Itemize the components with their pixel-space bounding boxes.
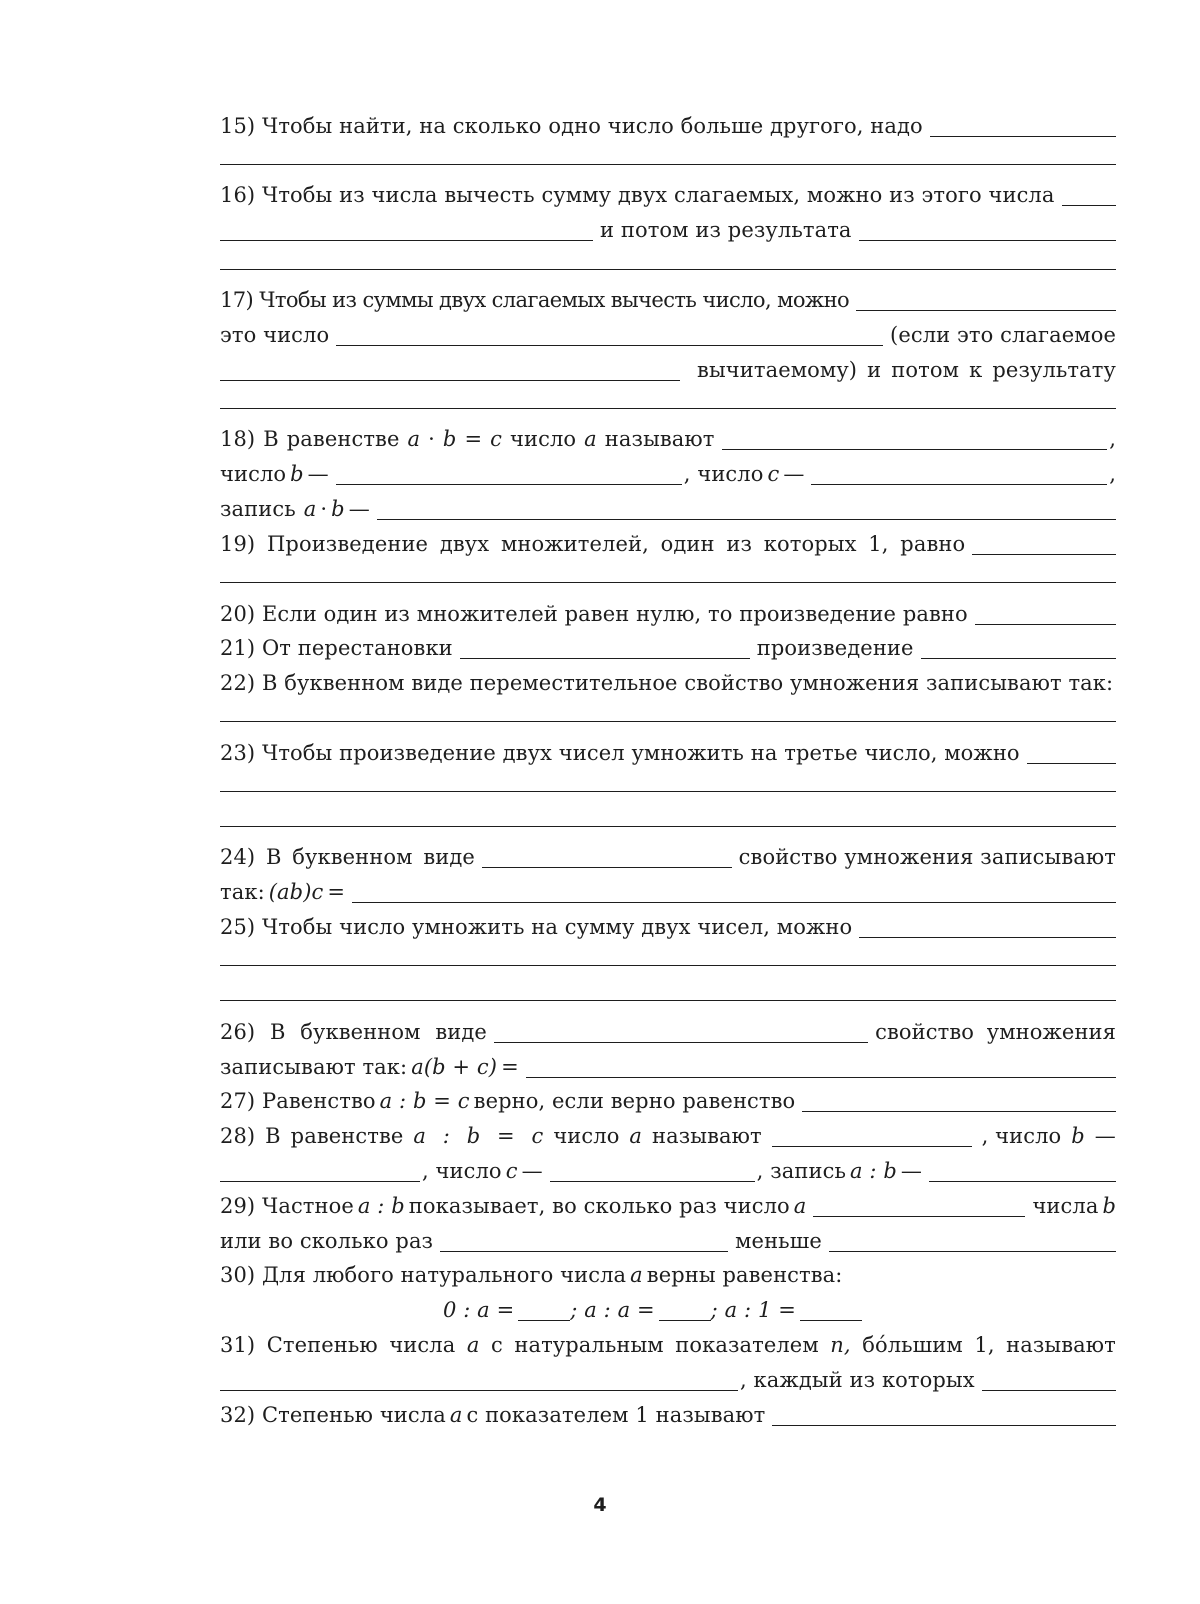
q29-line2-mid: меньше xyxy=(735,1229,822,1253)
q25-blank-3[interactable] xyxy=(220,1000,1116,1001)
q32-line1 xyxy=(220,1396,1116,1430)
q18-blank-4[interactable] xyxy=(377,519,1116,520)
q24-blank-2[interactable] xyxy=(352,902,1116,903)
q17-blank-3[interactable] xyxy=(220,380,680,381)
q22-line1 xyxy=(220,664,1116,698)
q30-eq2: ; a : a = xyxy=(570,1298,655,1322)
q31-line2-mid: , каждый из которых xyxy=(740,1368,975,1392)
q18-w1: В xyxy=(263,427,279,451)
q17-line3-w5: результату xyxy=(992,358,1116,382)
q31-line2 xyxy=(220,1361,1116,1395)
q18-comma-2: , xyxy=(1109,462,1116,486)
q18-line2 xyxy=(220,455,1116,489)
q24-line2-start: так: xyxy=(220,880,265,904)
q18-line3-var-a: a xyxy=(303,497,317,521)
q24-line2 xyxy=(220,873,1116,907)
q20-line1 xyxy=(220,595,1116,629)
q30-equations xyxy=(443,1291,943,1325)
q17-line2-start: это число xyxy=(220,323,330,347)
q17-blank-2[interactable] xyxy=(336,345,883,346)
q28-line2 xyxy=(220,1152,1116,1186)
q17-line3-w3: потом xyxy=(891,358,960,382)
q28-w2: равенстве xyxy=(290,1124,404,1148)
q16-blank-4[interactable] xyxy=(220,269,1116,270)
q19-blank-2[interactable] xyxy=(220,582,1116,583)
q18-w4: называют xyxy=(604,427,715,451)
q30-blank-1[interactable] xyxy=(518,1320,570,1321)
q18-eq: = xyxy=(464,427,483,451)
q17-text: 17) Чтобы из суммы двух слагаемых вычесть число, можно xyxy=(220,288,850,312)
q32-var-a: a xyxy=(449,1403,463,1427)
q17-line3-w4: к xyxy=(969,358,983,382)
q17-line1 xyxy=(220,281,1116,315)
q18-line2-d: c xyxy=(767,462,780,486)
q24-start: 24) В буквенном виде xyxy=(220,845,475,869)
q30-text: 30) Для любого натурального числа xyxy=(220,1263,627,1287)
q25-line1 xyxy=(220,908,1116,942)
q24-eq: = xyxy=(327,880,346,904)
q31-w6: показателем xyxy=(675,1333,819,1357)
q32-end: с показателем 1 называют xyxy=(466,1403,766,1427)
q31-w4: с xyxy=(490,1333,503,1357)
q21-blank-1[interactable] xyxy=(460,658,750,659)
q18-comma: , xyxy=(1109,427,1116,451)
q31-w7: бóльшим xyxy=(862,1333,963,1357)
q31-blank-2[interactable] xyxy=(982,1390,1116,1391)
q18-line2-a: число xyxy=(220,462,287,486)
q24-line1 xyxy=(220,838,1116,872)
q31-var-a: a xyxy=(466,1333,480,1357)
q29-expr: a : b xyxy=(357,1194,405,1218)
q24-end: свойство умножения записывают xyxy=(738,845,1116,869)
q18-line2-c: , число xyxy=(683,462,764,486)
q28-w5: , число xyxy=(981,1124,1062,1148)
q29-start: 29) Частное xyxy=(220,1194,354,1218)
q18-line1 xyxy=(220,420,1116,454)
q30-blank-2[interactable] xyxy=(659,1320,711,1321)
q28-line2-expr: a : b xyxy=(849,1159,897,1183)
q19-line1 xyxy=(220,525,1116,559)
q28-blank-2[interactable] xyxy=(220,1181,420,1182)
q15-blank-2[interactable] xyxy=(220,164,1116,165)
q29-var-b: b xyxy=(1102,1194,1116,1218)
q17-line2-end: (если это слагаемое xyxy=(890,323,1116,347)
q31-w8: 1, xyxy=(974,1333,995,1357)
q25-blank-1[interactable] xyxy=(859,937,1116,938)
q26-eq: = xyxy=(501,1055,519,1079)
q23-text: 23) Чтобы произведение двух чисел умножить на третье число, можно xyxy=(220,741,1020,765)
q27-line1 xyxy=(220,1082,1116,1116)
q26-blank-1[interactable] xyxy=(494,1042,868,1043)
q29-end: числа xyxy=(1032,1194,1099,1218)
q17-line3-w2: и xyxy=(867,358,882,382)
q29-mid: показывает, во сколько раз число xyxy=(408,1194,790,1218)
q19-text: 19) Произведение двух множителей, один из которых 1, равно xyxy=(220,532,966,556)
q31-w3: числа xyxy=(389,1333,456,1357)
q26-line1 xyxy=(220,1013,1116,1047)
q16-line2 xyxy=(220,211,1116,245)
q28-line1 xyxy=(220,1117,1116,1151)
q28-blank-3[interactable] xyxy=(550,1181,755,1182)
q27-start: 27) Равенство xyxy=(220,1089,376,1113)
q26-line2 xyxy=(220,1048,1116,1082)
q15-blank-1[interactable] xyxy=(930,136,1116,137)
q28-w4: называют xyxy=(651,1124,762,1148)
q31-w5: натуральным xyxy=(514,1333,664,1357)
q18-w2: равенстве xyxy=(286,427,400,451)
q17-line3 xyxy=(220,351,1116,385)
q28-num: 28) xyxy=(220,1124,256,1148)
q25-blank-2[interactable] xyxy=(220,965,1116,966)
q18-dash-3: — xyxy=(348,497,370,521)
q18-line2-b: b xyxy=(290,462,304,486)
q26-expr: a(b + c) xyxy=(411,1055,498,1079)
q30-eq3: ; a : 1 = xyxy=(710,1298,796,1322)
q23-blank-1[interactable] xyxy=(1027,763,1116,764)
q30-end: верны равенства: xyxy=(646,1263,843,1287)
q26-line2-start: записывают так: xyxy=(220,1055,408,1079)
q26-end: свойство умножения xyxy=(875,1020,1116,1044)
q26-blank-2[interactable] xyxy=(526,1077,1116,1078)
q23-blank-3[interactable] xyxy=(220,826,1116,827)
q18-blank-2[interactable] xyxy=(336,484,682,485)
q16-text: 16) Чтобы из числа вычесть сумму двух слагаемых, можно из этого числа xyxy=(220,183,1055,207)
q18-dash-2: — xyxy=(783,462,805,486)
q22-blank-1[interactable] xyxy=(220,721,1116,722)
page-number: 4 xyxy=(593,1494,607,1516)
q29-line2-start: или во сколько раз xyxy=(220,1229,434,1253)
q18-var-b: b xyxy=(442,427,457,451)
q28-line2-a: , число xyxy=(422,1159,502,1183)
q31-w9: называют xyxy=(1006,1333,1116,1357)
q31-w1: 31) xyxy=(220,1333,256,1357)
q16-blank-3[interactable] xyxy=(859,240,1116,241)
q20-text: 20) Если один из множителей равен нулю, то произведение равно xyxy=(220,602,968,626)
q29-line2 xyxy=(220,1222,1116,1256)
q31-line1 xyxy=(220,1326,1116,1360)
q22-text: 22) В буквенном виде переместительное свойство умножения записывают так: xyxy=(220,671,1114,695)
q21-start: 21) От перестановки xyxy=(220,636,453,660)
q15-text: 15) Чтобы найти, на сколько одно число больше другого, надо xyxy=(220,114,923,138)
q16-line1 xyxy=(220,176,1116,210)
q28-dash-1: — xyxy=(1094,1124,1116,1148)
q16-mid-text: и потом из результата xyxy=(600,218,852,242)
q27-end: верно, если верно равенство xyxy=(473,1089,796,1113)
q16-blank-1[interactable] xyxy=(1062,205,1117,206)
q20-blank-1[interactable] xyxy=(975,624,1116,625)
q30-var-a: a xyxy=(630,1263,643,1287)
q18-w3: число xyxy=(510,427,577,451)
q16-blank-2[interactable] xyxy=(220,240,593,241)
q25-text: 25) Чтобы число умножить на сумму двух чисел, можно xyxy=(220,915,853,939)
q28-line2-b: , запись xyxy=(756,1159,846,1183)
q18-var-c: c xyxy=(490,427,503,451)
q24-blank-1[interactable] xyxy=(482,867,732,868)
q21-line1 xyxy=(220,629,1116,663)
q28-dash-3: — xyxy=(900,1159,922,1183)
q27-expr: a : b = c xyxy=(379,1089,470,1113)
q31-w2: Степенью xyxy=(266,1333,378,1357)
q28-var-a: a xyxy=(629,1124,643,1148)
q29-var-a: a xyxy=(793,1194,807,1218)
q28-expr: a : b = c xyxy=(413,1124,544,1148)
q18-line3-dot: · xyxy=(320,497,328,521)
q28-dash-2: — xyxy=(521,1159,543,1183)
q23-line1 xyxy=(220,734,1116,768)
q28-w1: В xyxy=(265,1124,281,1148)
q18-dot: · xyxy=(428,427,435,451)
q17-line2 xyxy=(220,316,1116,350)
q24-expr: (ab)c xyxy=(268,880,324,904)
q18-dash-1: — xyxy=(307,462,329,486)
q28-w3: число xyxy=(553,1124,620,1148)
q18-blank-3[interactable] xyxy=(811,484,1107,485)
q29-line1 xyxy=(220,1187,1116,1221)
q30-line1 xyxy=(220,1256,1116,1290)
q17-line3-w1: вычитаемому) xyxy=(697,358,858,382)
q18-line3 xyxy=(220,490,1116,524)
q18-blank-1[interactable] xyxy=(722,449,1108,450)
q28-blank-1[interactable] xyxy=(772,1146,972,1147)
q17-blank-4[interactable] xyxy=(220,408,1116,409)
q30-eq1: 0 : a = xyxy=(443,1298,515,1322)
q32-start: 32) Степенью числа xyxy=(220,1403,446,1427)
q29-blank-2[interactable] xyxy=(440,1251,728,1252)
q28-var-b: b xyxy=(1071,1124,1085,1148)
q28-blank-4[interactable] xyxy=(929,1181,1116,1182)
q28-line2-var-c: c xyxy=(505,1159,518,1183)
q18-var-a: a xyxy=(407,427,421,451)
q21-mid: произведение xyxy=(756,636,914,660)
q27-blank-1[interactable] xyxy=(802,1111,1116,1112)
q30-blank-3[interactable] xyxy=(800,1320,862,1321)
q18-var-a2: a xyxy=(584,427,597,451)
q32-blank-1[interactable] xyxy=(772,1425,1116,1426)
q23-blank-2[interactable] xyxy=(220,791,1116,792)
q18-line3-var-b: b xyxy=(331,497,345,521)
q31-var-n: n, xyxy=(830,1333,851,1357)
q18-num: 18) xyxy=(220,427,256,451)
q29-blank-1[interactable] xyxy=(813,1216,1025,1217)
q31-blank-1[interactable] xyxy=(220,1390,738,1391)
q17-blank-1[interactable] xyxy=(856,310,1116,311)
q15-line1 xyxy=(220,107,1116,141)
q18-line3-a: запись xyxy=(220,497,296,521)
q26-start: 26) В буквенном виде xyxy=(220,1020,487,1044)
q29-blank-3[interactable] xyxy=(829,1251,1116,1252)
q19-blank-1[interactable] xyxy=(972,554,1116,555)
q21-blank-2[interactable] xyxy=(921,658,1116,659)
